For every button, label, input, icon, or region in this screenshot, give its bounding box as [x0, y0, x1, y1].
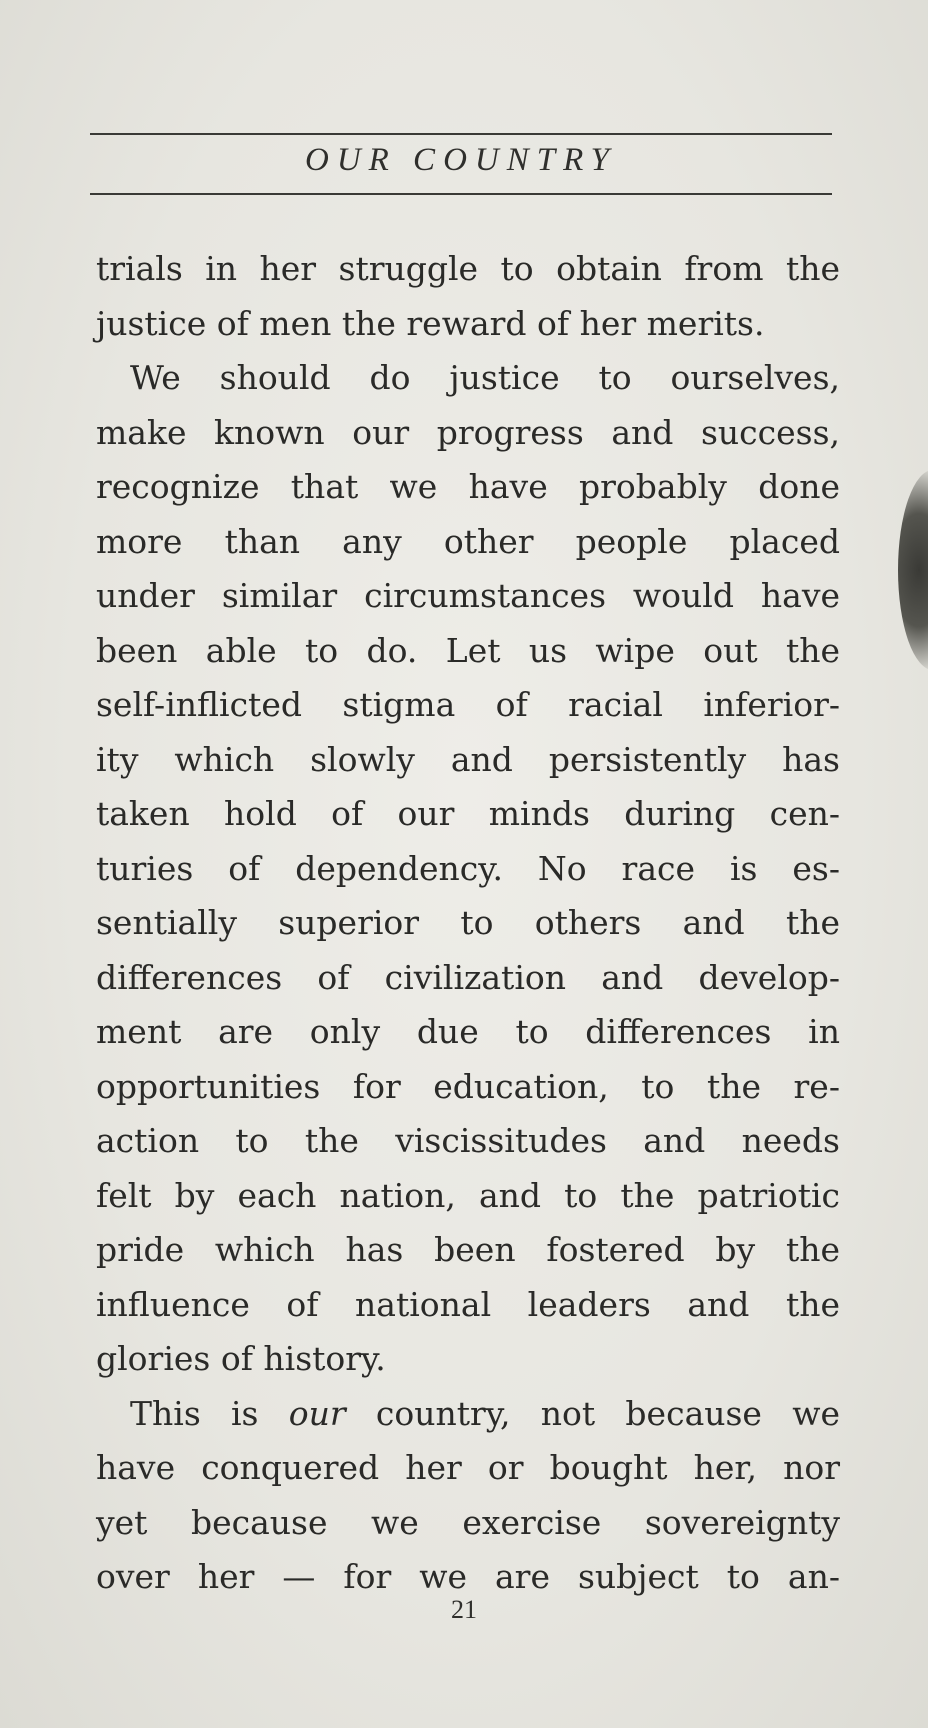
- text-line: ity which slowly and persistently has: [96, 739, 840, 779]
- text-line: sentially superior to others and the: [96, 903, 840, 942]
- text-line: self-inflicted stigma of racial inferior-: [96, 685, 840, 724]
- body-text: [96, 242, 840, 1605]
- text-line: We should do justice to ourselves,: [130, 358, 840, 397]
- header-rule-top: [90, 133, 832, 135]
- text-line: been able to do. Let us wipe out the: [96, 630, 840, 670]
- text-line: glories of history.: [96, 1339, 386, 1378]
- text-line: justice of men the reward of her merits.: [96, 303, 765, 343]
- thumb-shadow: [898, 470, 928, 670]
- text-line: yet because we exercise sovereignty: [96, 1502, 840, 1542]
- text-line: recognize that we have probably done: [96, 467, 840, 506]
- italic-word: our: [288, 1393, 346, 1433]
- text-line: opportunities for education, to the re-: [96, 1066, 840, 1106]
- text-line: make known our progress and success,: [96, 412, 840, 452]
- text-line: ment are only due to differences in: [96, 1012, 840, 1051]
- text-line: differences of civilization and develop-: [96, 957, 840, 997]
- page-number: 21: [451, 1595, 477, 1624]
- text-line: more than any other people placed: [96, 521, 840, 561]
- text-line: trials in her struggle to obtain from the: [96, 249, 840, 288]
- text-line: under similar circumstances would have: [96, 576, 840, 615]
- text-line: turies of dependency. No race is es-: [96, 848, 840, 888]
- text-line: pride which has been fostered by the: [96, 1230, 840, 1269]
- text-line: have conquered her or bought her, nor: [96, 1448, 840, 1487]
- text-segment: country, not because we: [345, 1393, 840, 1433]
- running-head: OUR COUNTRY: [304, 142, 618, 178]
- text-line: influence of national leaders and the: [96, 1284, 840, 1324]
- text-line: taken hold of our minds during cen-: [96, 794, 840, 833]
- text-line: [96, 1387, 840, 1442]
- text-line: action to the viscissitudes and needs: [96, 1121, 840, 1160]
- header-rule-bottom: [90, 193, 832, 195]
- text-line: over her — for we are subject to an-: [96, 1557, 840, 1596]
- text-line: felt by each nation, and to the patriotic: [96, 1175, 840, 1215]
- text-segment: This is: [130, 1393, 289, 1433]
